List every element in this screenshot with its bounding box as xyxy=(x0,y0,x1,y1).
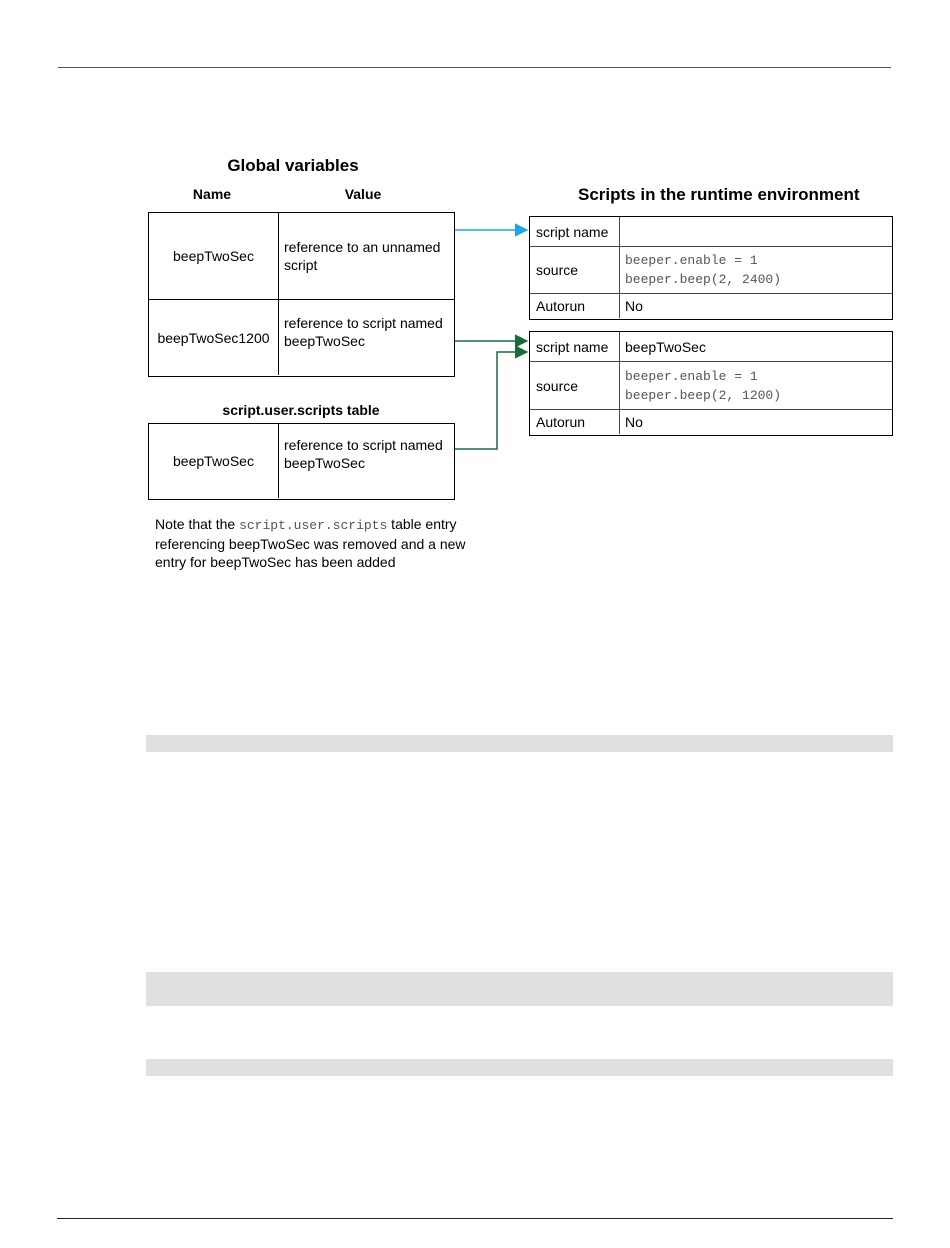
global-variables-heading: Global variables xyxy=(227,156,359,175)
autorun-value: No xyxy=(625,298,643,314)
source-line: beeper.enable = 1 xyxy=(625,253,758,268)
name-column-header: Name xyxy=(192,186,232,202)
script-name-label: script name xyxy=(530,332,620,361)
script-name-label: script name xyxy=(530,217,620,246)
value-column-header: Value xyxy=(344,186,382,202)
global-var-name: beepTwoSec xyxy=(173,248,254,264)
gray-band xyxy=(146,735,893,752)
script-name-value: beepTwoSec xyxy=(625,338,706,355)
autorun-label: Autorun xyxy=(530,410,620,434)
runtime-scripts-heading: Scripts in the runtime environment xyxy=(578,185,860,204)
source-line: beeper.beep(2, 1200) xyxy=(625,387,782,403)
source-label: source xyxy=(530,362,620,409)
user-script-value: reference to script named beepTwoSec xyxy=(284,437,443,471)
user-script-name: beepTwoSec xyxy=(173,453,254,469)
note-text xyxy=(155,515,495,571)
note-code: script.user.scripts xyxy=(239,518,388,533)
script-user-scripts-heading: script.user.scripts table xyxy=(222,402,380,418)
source-label: source xyxy=(530,247,620,293)
source-line: beeper.enable = 1 xyxy=(625,368,758,384)
global-var-value: reference to an unnamed script xyxy=(284,239,441,273)
global-var-value: reference to script named beepTwoSec xyxy=(284,315,443,349)
autorun-value: No xyxy=(625,414,643,430)
note-prefix: Note that the xyxy=(155,516,240,532)
global-var-name: beepTwoSec1200 xyxy=(157,329,270,346)
autorun-label: Autorun xyxy=(530,294,620,318)
note-suffix: table entry referencing beepTwoSec was removed and a new entry for beepTwoSec has been added xyxy=(155,516,466,570)
gray-band xyxy=(146,1059,893,1076)
gray-band xyxy=(146,972,893,1006)
arrow-user-scripts-entry xyxy=(455,352,527,449)
source-line: beeper.beep(2, 2400) xyxy=(625,272,782,287)
